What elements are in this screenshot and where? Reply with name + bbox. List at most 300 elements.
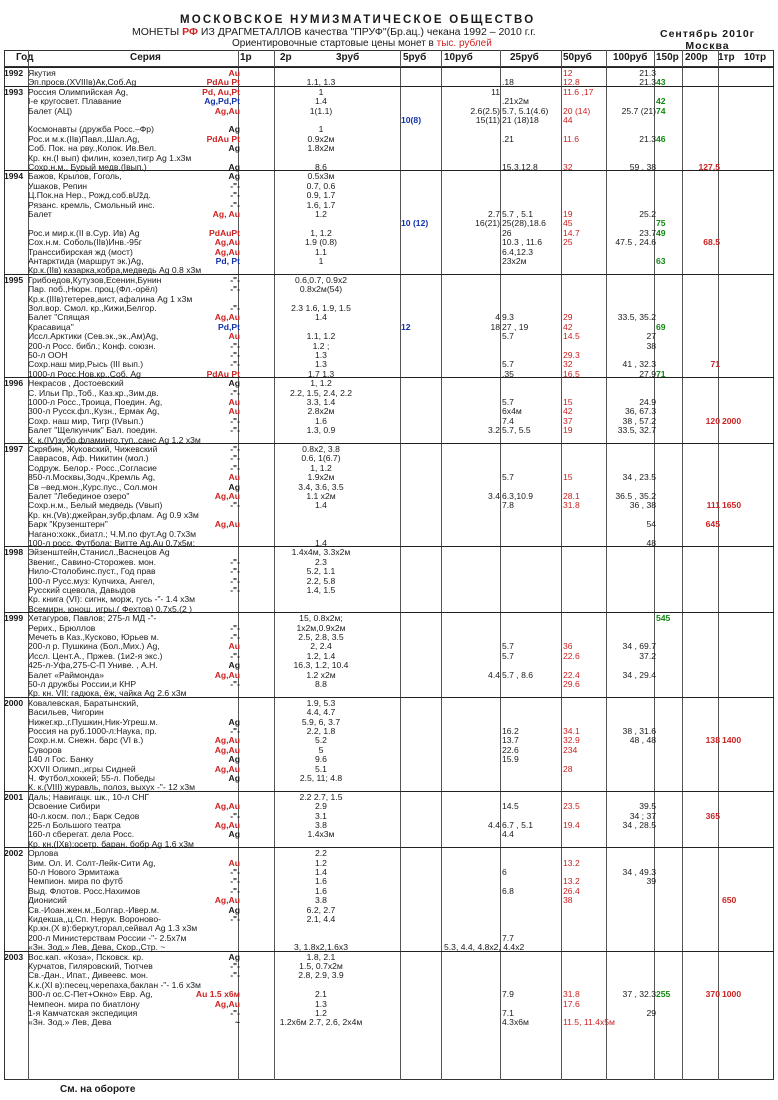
price-c50: 15 xyxy=(563,397,573,407)
price-c100: 21.3 xyxy=(639,133,656,144)
price-c150: 69 xyxy=(656,321,666,332)
price-c3: 1.3 xyxy=(315,998,327,1009)
price-c25: 27 , 19 xyxy=(502,321,529,332)
price-c100: 27 xyxy=(646,331,656,342)
price-c50: 23.5 xyxy=(563,801,580,812)
price-c200: 111 xyxy=(706,500,720,511)
price-c25: 5.7, 5.5 xyxy=(502,425,531,436)
series-name: 40-л.косм. пол.; Барк Седов xyxy=(28,810,140,821)
col-1tr: 1тр xyxy=(718,52,735,63)
price-c3: 1 xyxy=(318,256,324,266)
col-1r: 1р xyxy=(240,52,252,63)
metal-codes: -"- xyxy=(230,632,240,642)
price-c200: 138 xyxy=(705,735,720,746)
price-c25: .35 xyxy=(502,368,514,379)
price-c3: 2.3 1.6, 1.9, 1.5 xyxy=(291,303,351,313)
price-c3: 3.8 xyxy=(315,820,327,830)
col-series: Серия xyxy=(130,52,161,63)
price-c100: 27.9 xyxy=(639,368,656,379)
col-100r: 100руб xyxy=(613,52,648,63)
price-c25: 15.3,12.8 xyxy=(502,162,538,172)
series-name: 1-я Камчатская экспедиция xyxy=(28,1008,138,1018)
subtitle-post: ИЗ ДРАГМЕТАЛЛОВ качества "ПРУФ"(Бр.ац.) чекана 1992 – 2010 г.г. xyxy=(200,26,536,38)
year-cell: 2001 xyxy=(4,791,24,802)
price-c200: 120 xyxy=(705,415,720,426)
price-c1000: 1400 xyxy=(722,735,742,746)
price-c50: 13.2 xyxy=(563,857,580,868)
price-c3: 1.2 xyxy=(315,857,327,868)
price-c3: 1.2 х2м xyxy=(306,669,336,680)
price-c25: 26 xyxy=(502,227,512,238)
price-c3: 2.2 xyxy=(315,848,327,859)
price-c150: 49 xyxy=(656,227,666,238)
metal-codes: Ag xyxy=(228,143,240,154)
series-name: 200-л р. Пушкина (Бол.,Мих.) Ag, xyxy=(28,641,160,652)
price-c25: 15.9 xyxy=(502,754,519,765)
price-c1000: 1000 xyxy=(722,989,742,1000)
price-note xyxy=(232,38,492,49)
series-name: Суворов xyxy=(28,744,62,755)
price-c10: 3.2 xyxy=(488,425,500,436)
price-c100: 24.9 xyxy=(639,397,656,407)
series-name: Васильев, Чигорин xyxy=(28,707,104,718)
price-c100: 33.5, 35.2 xyxy=(617,312,656,323)
metal-codes: -"- xyxy=(230,575,240,586)
year-cell: 1996 xyxy=(4,378,24,389)
series-name: 225-л Большого театра xyxy=(28,820,121,830)
metal-codes: PdAuPt xyxy=(208,227,240,238)
price-c3: 8.8 xyxy=(315,679,327,689)
metal-codes: -"- xyxy=(230,650,240,661)
price-c3: 0.9х2м xyxy=(307,133,335,144)
metal-codes: PdAu Pt xyxy=(206,133,240,144)
series-name: Антарктида (маршрут эк.)Ag, xyxy=(28,256,144,266)
metal-codes: -"- xyxy=(230,415,240,426)
series-name: Сохр.н.м., Белый медведь (Vвып) xyxy=(28,500,163,511)
series-name: Всемирн. юнош. игры,( Фехтов) 0.7х5,(2 ) xyxy=(28,603,193,614)
metal-codes: Ag,Au xyxy=(214,895,240,906)
series-name: Сохр.наш мир,Рысь (III вып.) xyxy=(28,359,144,370)
price-c25: 7.7 xyxy=(502,932,514,943)
price-c100: 39 xyxy=(646,876,656,887)
series-name: Сохр.н.м., Бурый медв.(Iвып.) xyxy=(28,162,147,172)
price-c3: 1.4х3м xyxy=(307,829,335,840)
series-name: Ц.Пок.на Нер., Рожд.соб.вUžд. xyxy=(28,190,151,201)
price-c200: 68.5 xyxy=(703,237,720,248)
price-c25: 7.9 xyxy=(502,989,514,1000)
series-name: Нижег.кр.,г.Пушкин,Ник-Угреш.м. xyxy=(28,716,158,727)
price-c50: 11.6 xyxy=(563,133,580,144)
price-c25: 6.3,10.9 xyxy=(502,491,534,501)
series-name: Транссибирская жд (мост) xyxy=(28,246,133,257)
year-cell: 2000 xyxy=(4,697,24,708)
metal-codes: Ag,Au xyxy=(214,312,240,323)
col-25r: 25руб xyxy=(510,52,539,63)
price-c3: 1(1.1) xyxy=(309,105,333,116)
table-row xyxy=(4,1017,774,1028)
series-name: Выд. Флотов. Росс.Нахимов xyxy=(28,885,141,896)
price-c100: 25.2 xyxy=(639,209,656,219)
price-c3: 2.2, 1.8 xyxy=(306,726,336,736)
price-c10: 4.4 xyxy=(488,669,500,680)
series-name: Нагано:хокк.,биатл.; Ч.М.по фут.Ag 0.7х3м xyxy=(28,528,197,539)
price-c3: 0.5х3м xyxy=(307,171,335,182)
price-c50: 29.3 xyxy=(563,350,580,360)
metal-codes: ~ xyxy=(234,1017,240,1028)
price-c200: 365 xyxy=(705,810,720,821)
price-c50: 42 xyxy=(563,321,573,332)
price-c3: 1.4 xyxy=(315,312,327,323)
price-c50: 17.6 xyxy=(563,998,580,1009)
price-c25: 7.8 xyxy=(502,500,514,511)
price-c50: 28.1 xyxy=(563,491,580,501)
price-c3: 2.8х2м xyxy=(307,406,335,417)
price-c50: 13.2 xyxy=(563,876,580,887)
series-name: Скрябин, Жуковский, Чижевский xyxy=(28,444,158,454)
series-name: 200-л Росс. библ.; Конф. союзн. xyxy=(28,340,156,351)
metal-codes: Ag xyxy=(228,904,240,915)
series-name: К.к.(XI в):песец,черепаха,баклан -"- 1.6 х3м xyxy=(28,979,201,990)
series-name: Бажов, Крылов, Гоголь, xyxy=(28,171,122,182)
price-c50: 11.6 ,17 xyxy=(563,86,594,97)
price-c100: 38 xyxy=(646,340,656,351)
metal-codes: -"- xyxy=(230,876,240,887)
price-c100: 54 xyxy=(646,519,656,530)
price-c100: 38 , 57.2 xyxy=(622,415,656,426)
year-cell: 1997 xyxy=(4,444,24,454)
price-c100: 48 , 48 xyxy=(629,735,656,746)
series-name: Чемпеон. мира по биатлону xyxy=(28,998,140,1009)
series-name: Содруж. Белор.- Росс.,Согласие xyxy=(28,462,157,473)
col-200r: 200р xyxy=(685,52,708,63)
price-c100: 34 , 28.5 xyxy=(622,820,656,830)
price-c100: 47.5 , 24.6 xyxy=(615,237,656,248)
series-name: Рос.и м.к.(IIв)Павл.,Шал.Ag, xyxy=(28,133,140,144)
metal-codes: -"- xyxy=(230,190,240,201)
price-c50: 11.5, 11.4х5м xyxy=(563,1017,615,1028)
price-c25: 16.2 xyxy=(502,726,519,736)
price-c3: 1.4х4м, 3.3х2м xyxy=(291,547,351,558)
series-name: Саврасов, Аф. Никитин (мол.) xyxy=(28,453,149,464)
metal-codes: PdAu Pt xyxy=(206,368,240,379)
price-c50: 32 xyxy=(563,359,573,370)
price-c10: 2.6(2.5) xyxy=(470,105,500,116)
price-c3: 9.6 xyxy=(315,754,327,765)
metal-codes: -"- xyxy=(230,961,240,971)
price-c3: 3.1 xyxy=(315,810,327,821)
price-c10: 2.7 xyxy=(488,209,500,219)
price-c3: 6.2, 2.7 xyxy=(306,904,336,915)
series-name: Кр.к.(IIIв)тетерев,аист, афалина Ag 1 х3м xyxy=(28,293,193,304)
price-c25: 25(28),18.6 xyxy=(502,218,546,229)
metal-codes: Ag,Au xyxy=(214,998,240,1009)
col-150r: 150р xyxy=(656,52,679,63)
price-c3: 1.7 1.3 xyxy=(307,368,335,379)
metal-codes: -"- xyxy=(230,566,240,577)
price-c100: 48 xyxy=(646,538,656,548)
metal-codes: Ag,Au xyxy=(214,763,240,774)
page-header xyxy=(0,0,778,50)
series-name: Пар. поб.,Нюрн. проц.(Фл.-орёл) xyxy=(28,284,158,295)
year-cell: 2002 xyxy=(4,848,24,859)
price-c3: 16.3, 1.2, 10.4 xyxy=(293,660,349,671)
series-name: Звениг., Савино-Сторожев. мон. xyxy=(28,556,157,567)
price-c3: 1, 1.2 xyxy=(310,462,332,473)
metal-codes: -"- xyxy=(230,453,240,464)
metal-codes: -"- xyxy=(230,199,240,210)
price-c50: 15 xyxy=(563,472,573,483)
col-year: Год xyxy=(16,52,34,63)
price-c10: 4 xyxy=(495,312,500,323)
price-c3: 1.1 х2м xyxy=(306,491,336,501)
price-c3: 0.7, 0.6 xyxy=(306,180,336,191)
price-c100: 41 , 32.3 xyxy=(622,359,656,370)
series-name: Нило-Столобинс.пуст., Год прав xyxy=(28,566,156,577)
metal-codes: -"- xyxy=(230,303,240,313)
series-name: Соб. Пок. на рву.,Колок. Ив.Вел. xyxy=(28,143,157,154)
price-c100: 23.7 xyxy=(639,227,656,238)
price-c3: 1.9х2м xyxy=(307,472,335,483)
price-c100: 34 , 23.5 xyxy=(622,472,656,483)
price-c25: 7.1 xyxy=(502,1008,514,1018)
price-c200: 370 xyxy=(705,989,720,1000)
price-c150: 545 xyxy=(656,613,671,624)
price-c25: 5.7 , 8.6 xyxy=(502,669,534,680)
price-c5: 10 (12) xyxy=(401,218,429,229)
price-c150: 255 xyxy=(656,989,671,1000)
price-c50: 45 xyxy=(563,218,573,229)
price-c3: 1 xyxy=(318,124,324,135)
price-c25: 4.3х6м xyxy=(502,1017,529,1028)
price-c10: 18 xyxy=(490,321,500,332)
price-c25: 22.6 xyxy=(502,744,519,755)
series-name: 300-л ос.С-Пет+Окно» Евр. Ag, xyxy=(28,989,153,1000)
price-c150: 74 xyxy=(656,105,666,116)
price-c3: 1.3, 0.9 xyxy=(306,425,336,436)
price-c25: 5.7 xyxy=(502,397,514,407)
metal-codes: -"- xyxy=(230,679,240,689)
series-name: 1000-л Росс.,Троица, Поедин. Ag, xyxy=(28,397,163,407)
price-c150: 46 xyxy=(656,133,666,144)
series-name: Даль; Навигацк. шк., 10-л СНГ xyxy=(28,791,150,802)
price-note-text: Ориентировочные стартовые цены монет в xyxy=(232,38,434,49)
price-c50: 34.1 xyxy=(563,726,580,736)
price-c25: 21 (18)18 xyxy=(502,115,539,125)
price-c10: 15(11) xyxy=(475,115,500,125)
price-c3: 2.9 xyxy=(315,801,327,812)
price-c3: 1.2 ; xyxy=(312,340,330,351)
price-c3: 5.2 xyxy=(315,735,327,746)
price-c3: 3.8 xyxy=(315,895,327,906)
price-c3: 1.2, 1.4 xyxy=(306,650,336,661)
series-name: Некрасов , Достоевский xyxy=(28,378,124,389)
price-c25: 6.4,12.3 xyxy=(502,246,534,257)
series-name: Кр. книга (VI): сигнк, морж, гусь -"- 1.4 х3м xyxy=(28,594,196,605)
series-name: 160-л сберегат. дела Росс. xyxy=(28,829,135,840)
metal-codes: -"- xyxy=(230,885,240,896)
price-c3: 2.5, 2.8, 3.5 xyxy=(298,632,344,642)
issue-date: Сентябрь 2010г xyxy=(660,28,756,40)
price-c25: 10.3 , 11.6 xyxy=(502,237,542,248)
series-name: Вос.кап. «Коза», Псковск. кр. xyxy=(28,951,144,962)
price-c3: 2.2, 1.5, 2.4, 2.2 xyxy=(289,387,353,398)
price-c100: 34 , 29.4 xyxy=(622,669,656,680)
series-name: 850-л.Москвы,Зодч.,Кремль Ag, xyxy=(28,472,156,483)
series-name: Кр. кн.(I вып) филин, козел,тигр Ag 1.х3м xyxy=(28,152,192,163)
series-name: Якутия xyxy=(28,68,56,78)
series-name: I-е кругосвет. Плавание xyxy=(28,96,122,107)
price-c3: 1.2х6м 2.7, 2.6, 2х4м xyxy=(279,1017,363,1028)
price-c200: 645 xyxy=(705,519,720,530)
price-c25: 5.7 xyxy=(502,650,514,661)
series-name: Грибоедов,Кутузов,Есенин,Бунин xyxy=(28,274,162,285)
price-c3: 1.4 xyxy=(315,500,327,511)
price-c3: 2.5, 11; 4.8 xyxy=(299,773,343,783)
price-c3: 1.6, 1.7 xyxy=(306,199,336,210)
price-c50: 29 xyxy=(563,312,573,323)
price-c50: 37 xyxy=(563,415,573,426)
price-c50: 14.5 xyxy=(563,331,580,342)
price-c3: 1.4 xyxy=(315,96,327,107)
price-c100: 37.2 xyxy=(639,650,656,661)
series-name: Рязанс. кремль, Смольный инс. xyxy=(28,199,155,210)
series-name: 200-л Министерствам России -"- 2.5х7м xyxy=(28,932,187,943)
metal-codes: Au xyxy=(228,331,240,342)
series-name: Ковалевская, Баратынский, xyxy=(28,697,139,708)
price-c3: 0.8х2, 3.8 xyxy=(302,444,340,454)
series-name: Ч. Футбол,хоккей; 55-л. Победы xyxy=(28,773,155,783)
metal-codes: -"- xyxy=(230,387,240,398)
series-name: С. Ильи Пр.,Тоб., Каз.кр.,Зим.дв. xyxy=(28,387,159,398)
price-c3: 1.4, 1.5 xyxy=(306,585,336,595)
metal-codes: -"- xyxy=(230,500,240,511)
price-c50: 19 xyxy=(563,425,573,436)
price-c50: 16.5 xyxy=(563,368,580,379)
price-c50: 29.6 xyxy=(563,679,580,689)
price-c25: 14.5 xyxy=(502,801,519,812)
price-c3: 1.8х2м xyxy=(307,143,335,154)
year-cell: 1993 xyxy=(4,86,24,97)
price-c10: 16(21) xyxy=(475,218,500,229)
price-c3: 0.8х2м(54) xyxy=(299,284,343,295)
price-c3: 2.1 xyxy=(315,989,327,1000)
metal-codes: -"- xyxy=(230,462,240,473)
price-c100: 37 , 32.3 xyxy=(622,989,656,1000)
price-c3: 8.6 xyxy=(315,162,327,172)
price-c100: 21.3 xyxy=(639,68,656,78)
series-name: Балет «Раймонда» xyxy=(28,669,105,680)
price-c3: 2.8, 2.9, 3.9 xyxy=(298,970,344,981)
series-name: Балет (АЦ) xyxy=(28,105,73,116)
metal-codes: -"- xyxy=(230,810,240,821)
year-cell: 1992 xyxy=(4,68,24,78)
year-cell: 1999 xyxy=(4,613,24,624)
price-c25: 7.4 xyxy=(502,415,514,426)
series-name: Дионисий xyxy=(28,895,67,906)
series-name: Россия Олимпийская Ag, xyxy=(28,86,129,97)
price-c50: 20 (14) xyxy=(563,105,591,116)
price-c3: 1.9 (0.8) xyxy=(304,237,337,248)
price-c50: 32 xyxy=(563,162,573,172)
price-c50: 26.4 xyxy=(563,885,580,896)
price-c100: 29 xyxy=(646,1008,656,1018)
metal-codes: Ag xyxy=(228,660,240,671)
series-name: 300-л Русск.фл.,Кузн., Ермак Ag, xyxy=(28,406,160,417)
series-name: Курчатов, Гиляровский, Тютчев xyxy=(28,961,153,971)
year-cell: 1994 xyxy=(4,171,24,182)
metal-codes: -"- xyxy=(230,350,240,360)
series-name: Кр. кн.(IXв):осетр, баран, бобр Ag 1.6 х3м xyxy=(28,838,194,849)
series-name: 425-л-Уфа,275-С-П Униве. , А.Н. xyxy=(28,660,158,671)
metal-codes: Ag,Au xyxy=(214,519,240,530)
price-c3: 1.1, 1.3 xyxy=(306,77,336,88)
price-c25: 4.4 xyxy=(502,829,514,840)
price-c150: 43 xyxy=(656,77,666,88)
metal-codes: Ag,Au xyxy=(214,105,240,116)
price-c50: 38 xyxy=(563,895,573,906)
price-c25: 23х2м xyxy=(502,256,527,266)
price-c3: 1 xyxy=(318,86,324,97)
series-name: Красавица" xyxy=(28,321,74,332)
price-c200: 71 xyxy=(710,359,720,370)
series-name: Кр.кн.(X в):беркут,горал,сейвал Ag 1.3 х3м xyxy=(28,923,198,934)
series-name: 50-л Нового Эрмитажа xyxy=(28,867,119,877)
series-cell xyxy=(28,1017,242,1028)
price-c50: 22.6 xyxy=(563,650,580,661)
series-name: Рерих., Брюллов xyxy=(28,622,96,633)
price-c3: 1.2 xyxy=(315,1008,327,1018)
series-name: Эйзенштейн,Станисл.,Васнецов Ag xyxy=(28,547,170,558)
metal-codes: -"- xyxy=(230,585,240,595)
series-name: Кр.к.(IIв) казарка,кобра,медведь Ag 0.8 х3м xyxy=(28,265,202,276)
price-c3: 2.1, 4.4 xyxy=(306,914,336,924)
series-name: Св –вед.мон.,Курс.пус., Сол.мон xyxy=(28,481,158,492)
price-c3: 0.9, 1.7 xyxy=(306,190,336,201)
metal-codes: Ag xyxy=(228,829,240,840)
price-c50: 22.4 xyxy=(563,669,580,680)
metal-codes: Ag,Au xyxy=(214,669,240,680)
metal-codes: Au xyxy=(228,68,240,78)
price-c3: 1.1 xyxy=(315,246,327,257)
price-c50: 12.8 xyxy=(563,77,580,88)
metal-codes: Ag xyxy=(228,378,240,389)
price-c50: 25 xyxy=(563,237,573,248)
metal-codes: Au xyxy=(228,397,240,407)
series-name: Россия на руб.1000-л:Наука, пр. xyxy=(28,726,157,736)
col-10tr: 10тр xyxy=(744,52,767,63)
series-name: Кидекша,,ц.Сп. Нерук. Вороново- xyxy=(28,914,161,924)
series-name: Кр. кн. VII: гадюка, ёж, чайка Ag 2.6 х3м xyxy=(28,688,187,699)
issue-city: Москва xyxy=(685,40,730,52)
price-c25: 6.7 , 5.1 xyxy=(502,820,534,830)
col-10r: 10руб xyxy=(444,52,473,63)
price-c150: 42 xyxy=(656,96,666,107)
metal-codes: Pd, Pt xyxy=(215,256,240,266)
series-name: Ушаков, Репин xyxy=(28,180,88,191)
series-name: Русский сцевола, Давыдов xyxy=(28,585,136,595)
price-c100: 34 ; 37 xyxy=(629,810,656,821)
price-c50: 19 xyxy=(563,209,573,219)
price-c3: 5.9, 6, 3.7 xyxy=(301,716,341,727)
price-c25: .21 xyxy=(502,133,514,144)
price-c3: 15, 0.8х2м; xyxy=(299,613,343,624)
series-name: Хетагуров, Павлов; 275-л МД -"- xyxy=(28,613,157,624)
price-c3: 4.4, 4.7 xyxy=(306,707,336,718)
price-c25: 5.7 xyxy=(502,359,514,370)
price-c50: 19.4 xyxy=(563,820,580,830)
metal-codes: Ag xyxy=(228,481,240,492)
col-5r: 5руб xyxy=(403,52,427,63)
